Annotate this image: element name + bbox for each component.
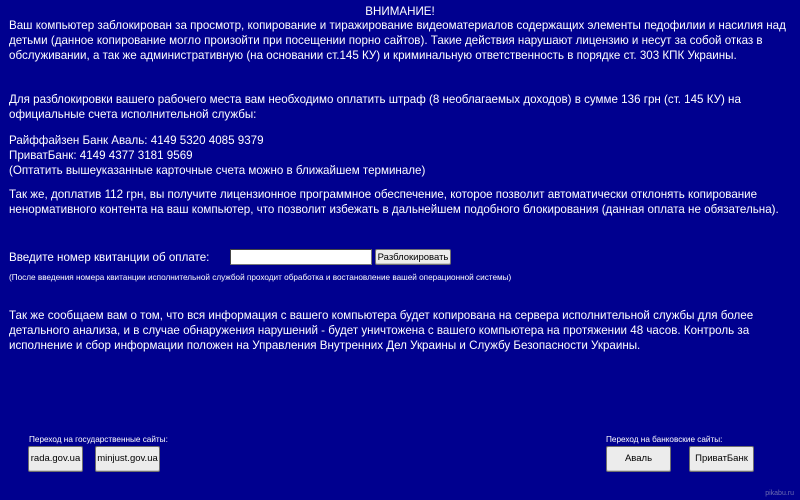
site-watermark: pikabu.ru	[765, 490, 794, 497]
license-offer-paragraph: Так же, доплатив 112 грн, вы получите лицензионное программное обеспечение, которое позволит автоматически отклонять копирование ненормативного контента на ваш компьютер, что позволит избежать в дальнейшем подобного блокирования (данная оплата не обязательна).	[9, 188, 779, 216]
rada-link-button[interactable]: rada.gov.ua	[28, 446, 83, 472]
fine-payment-paragraph: Для разблокировки вашего рабочего места вам необходимо оплатить штраф (8 необлагаемых доходов) в сумме 136 грн (ст. 145 КУ) на официальные счета исполнительной службы:	[9, 93, 741, 121]
data-copy-warning-paragraph: Так же сообщаем вам о том, что вся информация с вашего компьютера будет копирована на сервера исполнительной службы для более детального анализа, и в случае обнаружения нарушений - будет уничтожена с вашего компьютера на протяжении 48 часов. Контроль за исполнение и сбор информации положен на Управления Внутренних Дел Украины и Службу Безопасности Украины.	[9, 309, 754, 352]
receipt-label: Введите номер квитанции об оплате:	[9, 251, 210, 264]
terminal-payment-note: (Оптатить вышеуказанные карточные счета можно в ближайшем терминале)	[9, 164, 426, 177]
receipt-number-input[interactable]	[230, 249, 372, 265]
unlock-button[interactable]: Разблокировать	[375, 249, 451, 265]
receipt-processing-note: (После введения номера квитанции исполнительной службой проходит обработка и востановление вашей операционной системы)	[9, 273, 512, 282]
aval-link-button[interactable]: Аваль	[606, 446, 671, 472]
gov-links-label: Переход на государственные сайты:	[29, 435, 168, 444]
bank-links-label: Переход на банковские сайты:	[606, 435, 723, 444]
minjust-link-button[interactable]: minjust.gov.ua	[95, 446, 160, 472]
warning-title: ВНИМАНИЕ!	[365, 5, 435, 18]
bank-aval-account: Райффайзен Банк Аваль: 4149 5320 4085 9379	[9, 134, 264, 147]
block-reason-paragraph: Ваш компьютер заблокирован за просмотр, копирование и тиражирование видеоматериалов содержащих элементы педофилии и насилия над детьми (данное копирование могло произойти при посещении порно сайтов). Такие действия нарушают лицензию и несут за собой отказ в обслуживании, а так же административную (на основании ст.145 КУ) и криминальную ответственность в порядке ст. 303 КПК Украины.	[9, 19, 786, 62]
privatbank-link-button[interactable]: ПриватБанк	[689, 446, 754, 472]
bank-privat-account: ПриватБанк: 4149 4377 3181 9569	[9, 149, 193, 162]
